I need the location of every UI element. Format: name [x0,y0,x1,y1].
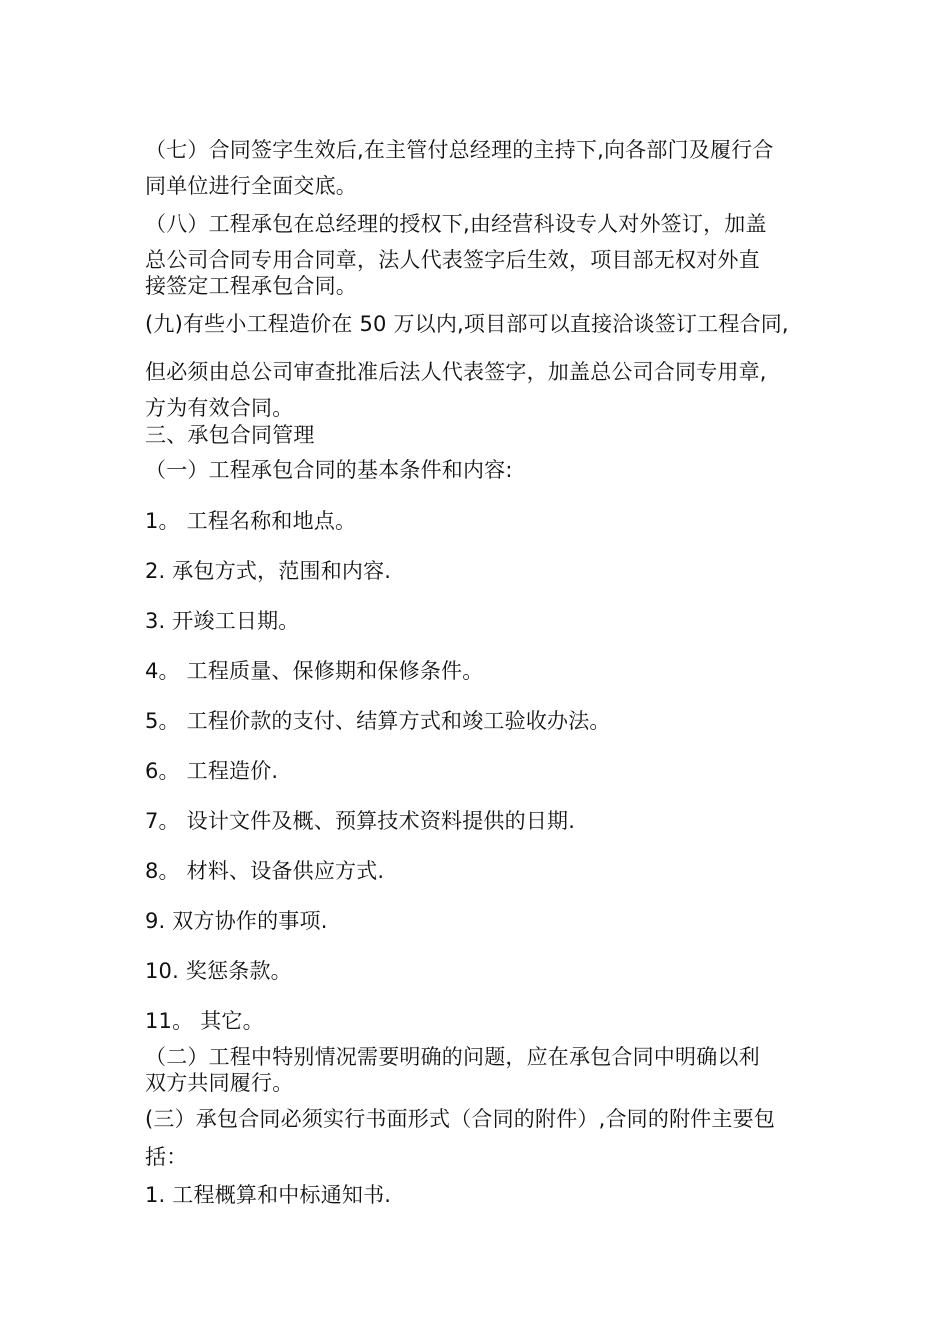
paragraph-7-line-2: 同单位进行全面交底。 [145,174,357,198]
subsection-3-line-2: 括： [145,1145,188,1169]
subsection-2-line-1: （二）工程中特别情况需要明确的问题，应在承包合同中明确以利 [145,1045,760,1069]
list-item: 1。 工程名称和地点。 [145,509,357,533]
subsection-2-line-2: 双方共同履行。 [145,1071,294,1095]
paragraph-9-line-1: (九)有些小工程造价在 50 万以内,项目部可以直接洽谈签订工程合同, [145,312,789,336]
subsection-3-line-1: (三）承包合同必须实行书面形式（合同的附件）,合同的附件主要包 [145,1107,776,1131]
paragraph-9-line-2: 但必须由总公司审查批准后法人代表签字，加盖总公司合同专用章, [145,360,767,384]
list-item: 8。 材料、设备供应方式. [145,859,385,883]
paragraph-9-line-3: 方为有效合同。 [145,396,294,420]
list-item: 4。 工程质量、保修期和保修条件。 [145,659,484,683]
list-item: 10. 奖惩条款。 [145,959,292,983]
paragraph-8-line-3: 接签定工程承包合同。 [145,274,357,298]
subsection-heading-1: （一）工程承包合同的基本条件和内容: [145,458,513,482]
list-item: 11。 其它。 [145,1009,264,1033]
list-item: 9. 双方协作的事项. [145,909,328,933]
paragraph-8-line-2: 总公司合同专用合同章，法人代表签字后生效，项目部无权对外直 [145,248,760,272]
section-heading: 三、承包合同管理 [145,423,315,447]
list-item: 2. 承包方式，范围和内容. [145,559,392,583]
paragraph-7-line-1: （七）合同签字生效后,在主管付总经理的主持下,向各部门及履行合 [145,138,774,162]
list-item: 7。 设计文件及概、预算技术资料提供的日期. [145,809,576,833]
list-item: 5。 工程价款的支付、结算方式和竣工验收办法。 [145,709,611,733]
list-item: 3. 开竣工日期。 [145,609,300,633]
list-item: 6。 工程造价. [145,759,279,783]
paragraph-8-line-1: （八）工程承包在总经理的授权下,由经营科设专人对外签订，加盖 [145,212,767,236]
list-item: 1. 工程概算和中标通知书. [145,1183,392,1207]
